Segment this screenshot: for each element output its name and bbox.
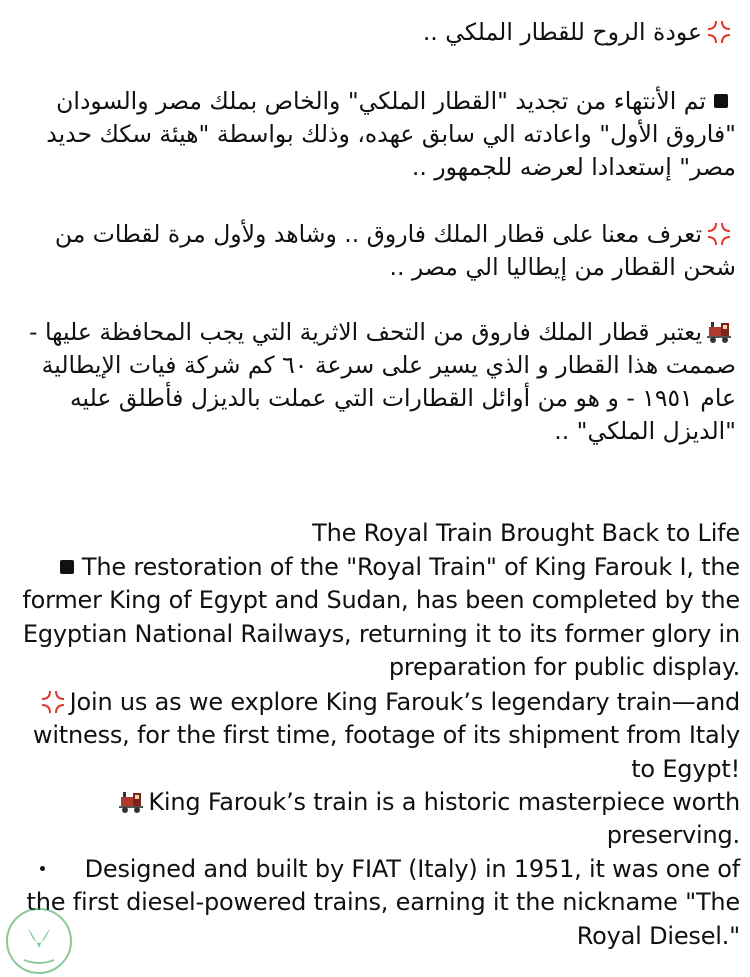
arabic-p3-text: يعتبر قطار الملك فاروق من التحف الاثرية التي يجب المحافظة عليها - صممت هذا القطار و الذي يسير على سرعة ٦٠ كم شركة فيات الإيطالية عام ١٩٥١ - و هو من أوائل القطارات التي عملت بالديزل فأطلق عليه "الديزل الملكي" .. [29, 318, 736, 445]
anger-symbol-icon [706, 221, 732, 247]
english-p1-text: The restoration of the "Royal Train" of King Farouk I, the former King of Egypt and Sudan, has been completed by the Egyptian National Railways, returning it to its former glory in preparation for public display. [22, 553, 740, 682]
anger-symbol-icon [40, 689, 66, 715]
arabic-p2-text: تعرف معنا على قطار الملك فاروق .. وشاهد ولأول مرة لقطات من شحن القطار من إيطاليا الي مصر .. [54, 220, 736, 281]
english-paragraph-2 [10, 686, 740, 786]
bullet-icon [40, 866, 45, 871]
arabic-paragraph-1 [11, 85, 736, 184]
arabic-title: عودة الروح للقطار الملكي .. [422, 18, 702, 46]
arabic-paragraph-3 [11, 316, 736, 448]
black-square-icon [714, 94, 728, 108]
arabic-paragraph-2 [11, 218, 736, 284]
locomotive-icon [118, 789, 144, 815]
english-p3-text: King Farouk’s train is a historic masterpiece worth preserving. [148, 788, 740, 850]
arabic-p1-text: تم الأنتهاء من تجديد "القطار الملكي" والخاص بملك مصر والسودان "فاروق الأول" واعادته الي سابق عهده، وذلك بواسطة "هيئة سكك حديد مصر" إستعدادا لعرضه للجمهور .. [46, 87, 736, 181]
english-p2-text: Join us as we explore King Farouk’s legendary train—and witness, for the first time, footage of its shipment from Italy to Egypt! [32, 688, 740, 783]
black-square-icon [60, 560, 74, 574]
english-title: The Royal Train Brought Back to Life [312, 519, 740, 547]
locomotive-icon [706, 319, 732, 345]
english-paragraph-1 [10, 551, 740, 685]
leaf-watermark-icon [4, 906, 74, 976]
arabic-title-line [11, 16, 736, 49]
anger-symbol-icon [706, 19, 732, 45]
english-paragraph-4 [10, 853, 740, 953]
english-paragraph-3 [10, 786, 740, 853]
english-p4-text: Designed and built by FIAT (Italy) in 1951, it was one of the first diesel-powered trains, earning it the nickname "The Royal Diesel." [26, 855, 740, 950]
